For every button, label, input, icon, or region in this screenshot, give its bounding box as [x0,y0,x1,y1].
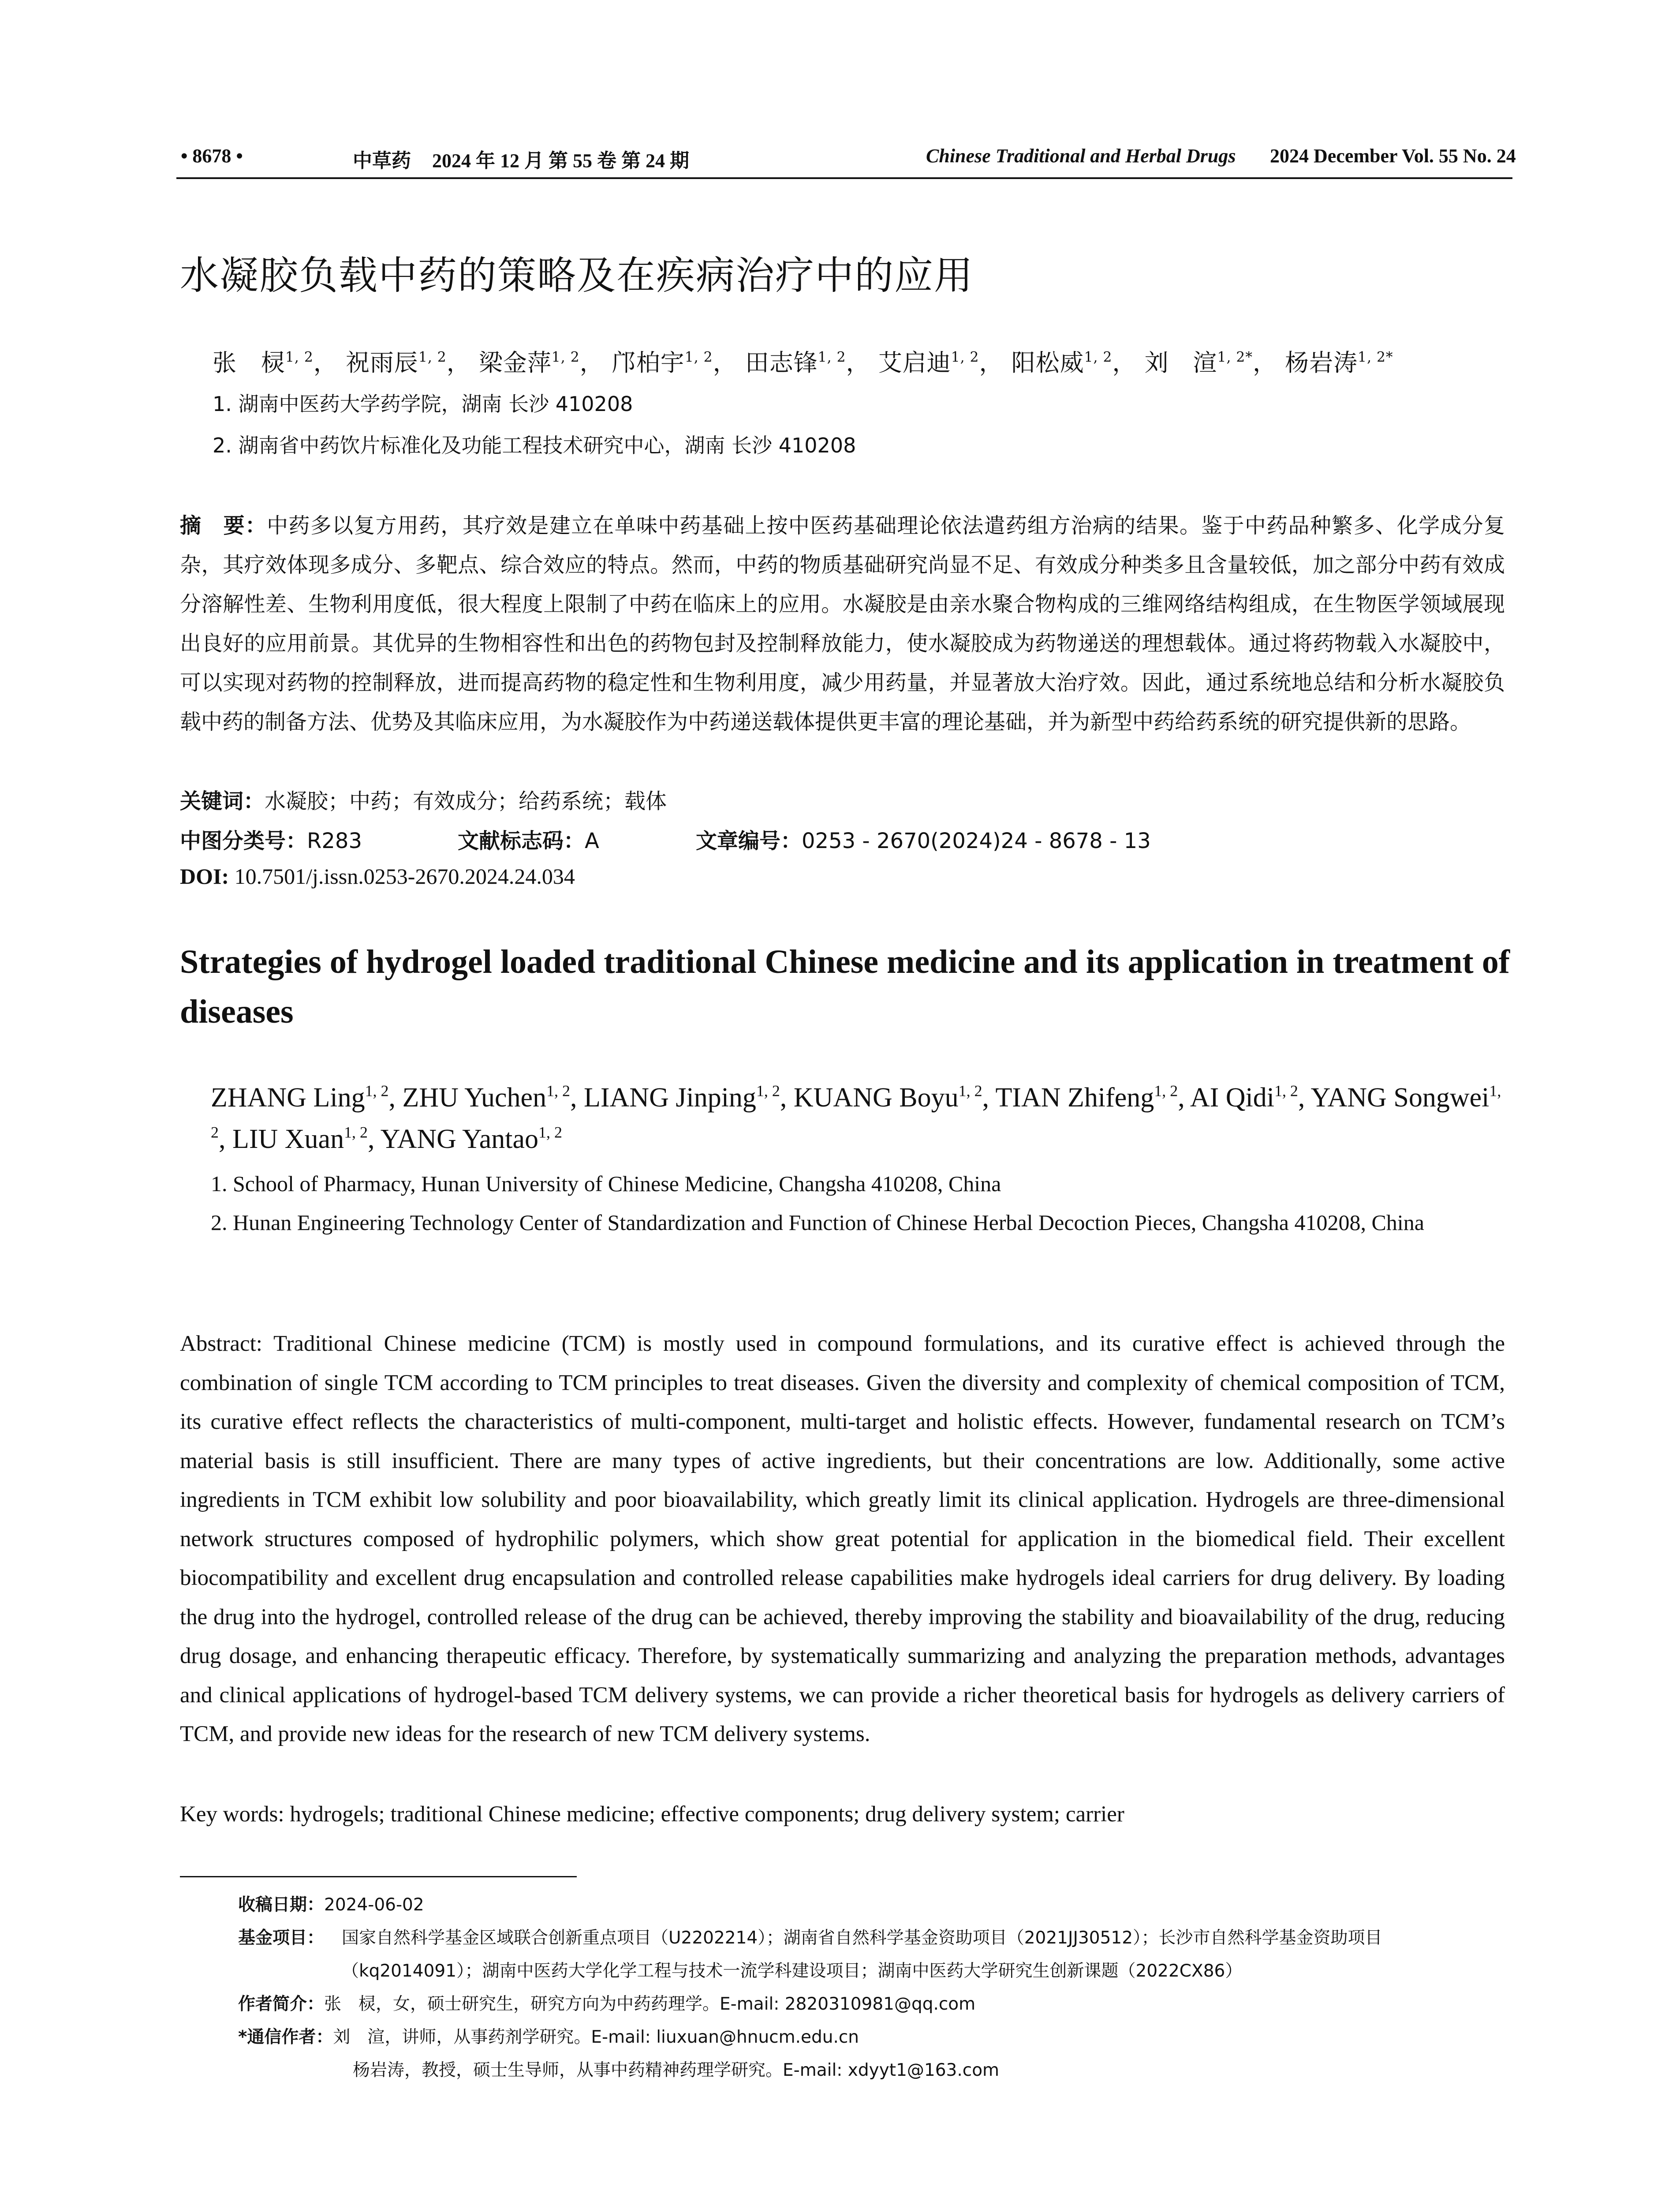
running-header [181,140,1516,180]
abstract-cn-text: 中药多以复方用药，其疗效是建立在单味中药基础上按中医药基础理论依法遣药组方治病的结果。鉴于中药品种繁多、化学成分复杂，其疗效体现多成分、多靶点、综合效应的特点。然而，中药的物质基础研究尚显不足、有效成分种类多且含量较低，加之部分中药有效成分溶解性差、生物利用度低，很大程度上限制了中药在临床上的应用。水凝胶是由亲水聚合物构成的三维网络结构组成，在生物医学领域展现出良好的应用前景。其优异的生物相容性和出色的药物包封及控制释放能力，使水凝胶成为药物递送的理想载体。通过将药物载入水凝胶中，可以实现对药物的控制释放，进而提高药物的稳定性和生物利用度，减少用药量，并显著放大治疗效。因此，通过系统地总结和分析水凝胶负载中药的制备方法、优势及其临床应用，为水凝胶作为中药递送载体提供更丰富的理论基础，并为新型中药给药系统的研究提供新的思路。 [180,513,1505,734]
affiliation-cn-2: 2. 湖南省中药饮片标准化及功能工程技术研究中心，湖南 长沙 410208 [213,434,856,457]
footnote-author-bio: 作者简介：张 棂，女，硕士研究生，研究方向为中药药理学。E-mail: 2820310981@qq.com [238,1994,976,2014]
header-rule [176,177,1512,179]
footnote-received: 收稿日期：2024-06-02 [238,1895,424,1915]
author-en: LIANG Jinping$^{1, 2}$ [584,1082,780,1113]
author-en: YANG Yantao$^{1, 2}$ [380,1123,562,1154]
funding-text: 国家自然科学基金区域联合创新重点项目（U2202214）；湖南省自然科学基金资助项目（2021JJ30512）；长沙市自然科学基金资助项目（kq2014091）；湖南中医药大学化学工程与技术一流学科建设项目；湖南中医药大学研究生创新课题（2022CX86） [342,1928,1382,1981]
abstract-cn-label: 摘 要： [180,513,267,538]
author-cn: 邝柏宇$^{1, 2}$ [612,349,713,377]
footnote-rule [180,1876,577,1877]
journal-name-en: Chinese Traditional and Herbal Drugs [926,145,1236,167]
author-en: YANG Songwei$^{1, 2}$ [211,1082,1501,1141]
keywords-en [180,1801,1124,1827]
doi-link[interactable]: 10.7501/j.issn.0253-2670.2024.24.034 [234,864,575,889]
keywords-cn-text: 水凝胶；中药；有效成分；给药系统；载体 [265,789,667,814]
footnote-corresponding-author-2: 杨岩涛，教授，硕士生导师，从事中药精神药理学研究。E-mail: xdyyt1@163.com [353,2060,1000,2080]
author-list-cn: 张 棂$^{1, 2}$， 祝雨辰$^{1, 2}$， 梁金萍$^{1, 2}$， 邝柏宇$^{1, 2}$， 田志锋$^{1, 2}$， 艾启迪$^{1, 2}$， 阳松威$^{1, 2}$， 刘 渲$^{1, 2*}$， 杨岩涛$^{1, 2*}$ [213,349,1393,377]
affiliation-en-2: 2. Hunan Engineering Technology Center of Standardization and Function of Chinese Herbal Decoction Pieces, Changsha 410208, China [211,1210,1424,1235]
page-number: • 8678 • [181,145,243,167]
author-cn: 梁金萍$^{1, 2}$ [478,349,580,377]
abstract-en [180,1324,1505,1754]
author-cn: 田志锋$^{1, 2}$ [745,349,846,377]
keywords-cn [180,784,667,815]
author-cn: 艾启迪$^{1, 2}$ [878,349,979,377]
author-en: KUANG Boyu$^{1, 2}$ [793,1082,982,1113]
author-cn: 刘 渲$^{1, 2*}$ [1144,349,1253,377]
author-en: LIU Xuan$^{1, 2}$ [232,1123,368,1154]
keywords-cn-label: 关键词： [180,789,265,814]
author-en: AI Qidi$^{1, 2}$ [1190,1082,1298,1113]
issue-info-cn: 2024 年 12 月 第 55 卷 第 24 期 [432,150,689,172]
issue-info-en: 2024 December Vol. 55 No. 24 [1270,145,1516,167]
author-en: TIAN Zhifeng$^{1, 2}$ [995,1082,1178,1113]
author-en: ZHANG Ling$^{1, 2}$ [211,1082,389,1113]
author-list-en: ZHANG Ling$^{1, 2}$, ZHU Yuchen$^{1, 2}$, LIANG Jinping$^{1, 2}$, KUANG Boyu$^{1, 2}$, TIAN Zhifeng$^{1, 2}$, AI Qidi$^{1, 2}$, YANG Songwei$^{1, 2}$, LIU Xuan$^{1, 2}$, YANG Yantao$^{1, 2}$ [211,1082,1501,1154]
article-title-en: Strategies of hydrogel loaded traditional Chinese medicine and its application in treatment of diseases [180,943,1510,1030]
abstract-en-label: Abstract: [180,1331,262,1356]
keywords-en-label: Key words: [180,1802,284,1827]
footnote-funding: 基金项目： 国家自然科学基金区域联合创新重点项目（U2202214）；湖南省自然科学基金资助项目（2021JJ30512）；长沙市自然科学基金资助项目（kq2014091）；湖南中医药大学化学工程与技术一流学科建设项目；湖南中医药大学研究生创新课题（2022CX86） [238,1921,1508,1955]
affiliation-en-1: 1. School of Pharmacy, Hunan University of Chinese Medicine, Changsha 410208, China [211,1171,1001,1196]
article-title-cn: 水凝胶负载中药的策略及在疾病治疗中的应用 [180,253,974,298]
author-cn: 张 棂$^{1, 2}$ [213,349,314,377]
affiliation-cn-1: 1. 湖南中医药大学药学院，湖南 长沙 410208 [213,392,633,416]
author-cn: 杨岩涛$^{1, 2*}$ [1285,349,1393,377]
author-cn: 祝雨辰$^{1, 2}$ [345,349,447,377]
doi: DOI: 10.7501/j.issn.0253-2670.2024.24.034 [180,864,575,889]
author-en: ZHU Yuchen$^{1, 2}$ [402,1082,571,1113]
footnote-corresponding-author: *通信作者：刘 渲，讲师，从事药剂学研究。E-mail: liuxuan@hnucm.edu.cn [238,2027,859,2047]
clc-number: 中图分类号：R283 [180,829,362,853]
keywords-en-text: hydrogels; traditional Chinese medicine; effective components; drug delivery system; carrier [290,1802,1124,1827]
journal-name-cn: 中草药 [353,149,411,172]
abstract-cn [180,506,1505,742]
abstract-en-text: Traditional Chinese medicine (TCM) is mostly used in compound formulations, and its curative effect is achieved through the combination of single TCM according to TCM principles to treat diseases. Given the diversity and complexity of chemical composition of TCM, its curative effect reflects the characteristics of multi-component, multi-target and holistic effects. However, fundamental research on TCM’s material basis is still insufficient. There are many types of active ingredients, but their concentrations are low. Additionally, some active ingredients in TCM exhibit low solubility and poor bioavailability, which greatly limit its clinical application. Hydrogels are three-dimensional network structures composed of hydrophilic polymers, which show great potential for application in the biomedical field. Their excellent biocompatibility and excellent drug encapsulation and controlled release capabilities make hydrogels ideal carriers for drug delivery. By loading the drug into the hydrogel, controlled release of the drug can be achieved, thereby improving the stability and bioavailability of the drug, reducing drug dosage, and enhancing therapeutic efficacy. Therefore, by systematically summarizing and analyzing the preparation methods, advantages and clinical applications of hydrogel-based TCM delivery systems, we can provide a richer theoretical basis for hydrogels as delivery carriers of TCM, and provide new ideas for the research of new TCM delivery systems. [180,1331,1505,1746]
article-number: 文章编号：0253 - 2670(2024)24 - 8678 - 13 [696,829,1151,853]
author-cn: 阳松威$^{1, 2}$ [1011,349,1113,377]
document-code: 文献标志码：A [458,829,599,853]
